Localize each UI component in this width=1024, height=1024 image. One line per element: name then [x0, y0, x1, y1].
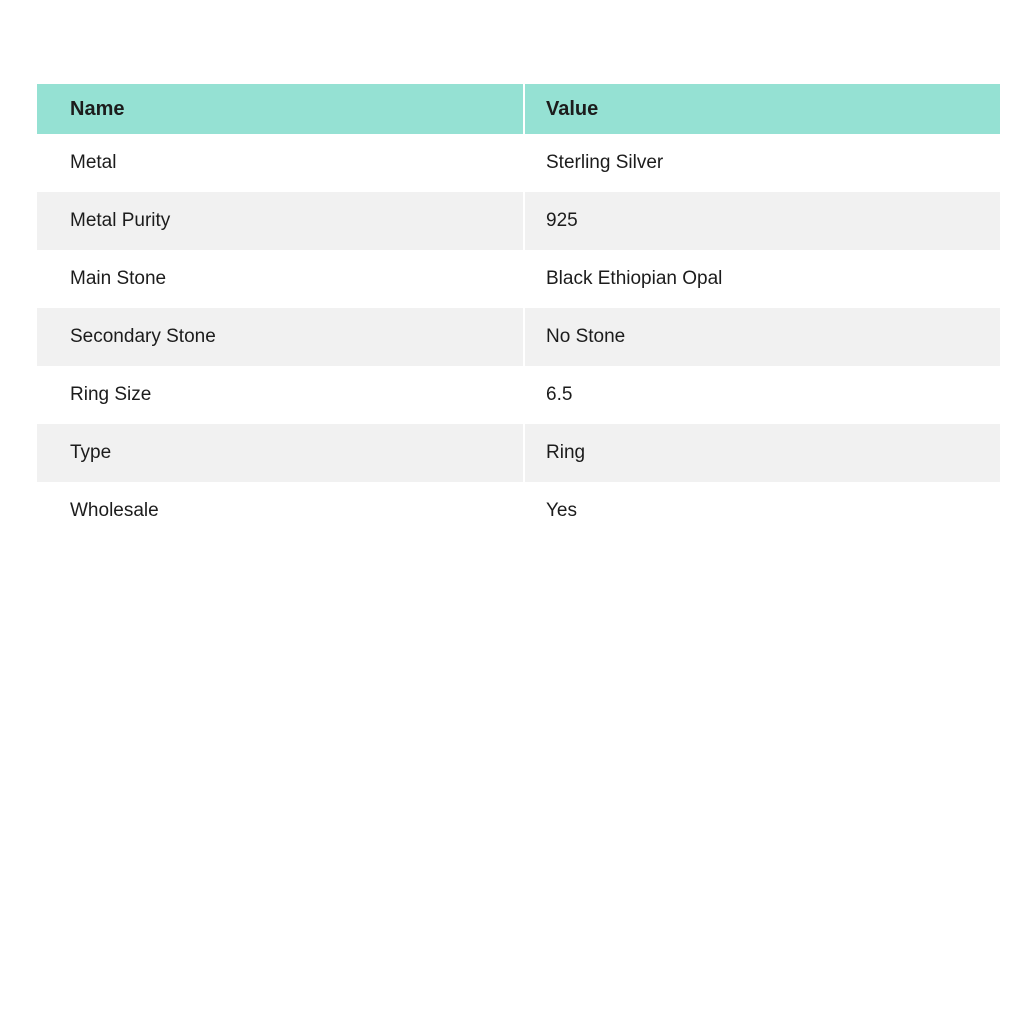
row-value-cell: Yes	[523, 482, 1000, 540]
column-header-name: Name	[37, 84, 523, 134]
table-row	[37, 308, 1000, 366]
table-row	[37, 366, 1000, 424]
row-value-cell: Black Ethiopian Opal	[523, 250, 1000, 308]
table-row	[37, 192, 1000, 250]
spec-table-header	[37, 84, 1000, 134]
column-header-value: Value	[523, 84, 1000, 134]
header-row	[37, 84, 1000, 134]
row-value-cell: Ring	[523, 424, 1000, 482]
table-row	[37, 250, 1000, 308]
row-name-cell: Main Stone	[37, 250, 523, 308]
row-name-cell: Metal Purity	[37, 192, 523, 250]
row-value-cell: 6.5	[523, 366, 1000, 424]
product-spec-table	[37, 84, 1000, 540]
table-row	[37, 482, 1000, 540]
table-row	[37, 424, 1000, 482]
row-value-cell: 925	[523, 192, 1000, 250]
row-name-cell: Ring Size	[37, 366, 523, 424]
row-name-cell: Metal	[37, 134, 523, 192]
row-name-cell: Type	[37, 424, 523, 482]
table-row	[37, 134, 1000, 192]
row-value-cell: No Stone	[523, 308, 1000, 366]
row-name-cell: Secondary Stone	[37, 308, 523, 366]
row-name-cell: Wholesale	[37, 482, 523, 540]
row-value-cell: Sterling Silver	[523, 134, 1000, 192]
spec-table-body	[37, 134, 1000, 540]
